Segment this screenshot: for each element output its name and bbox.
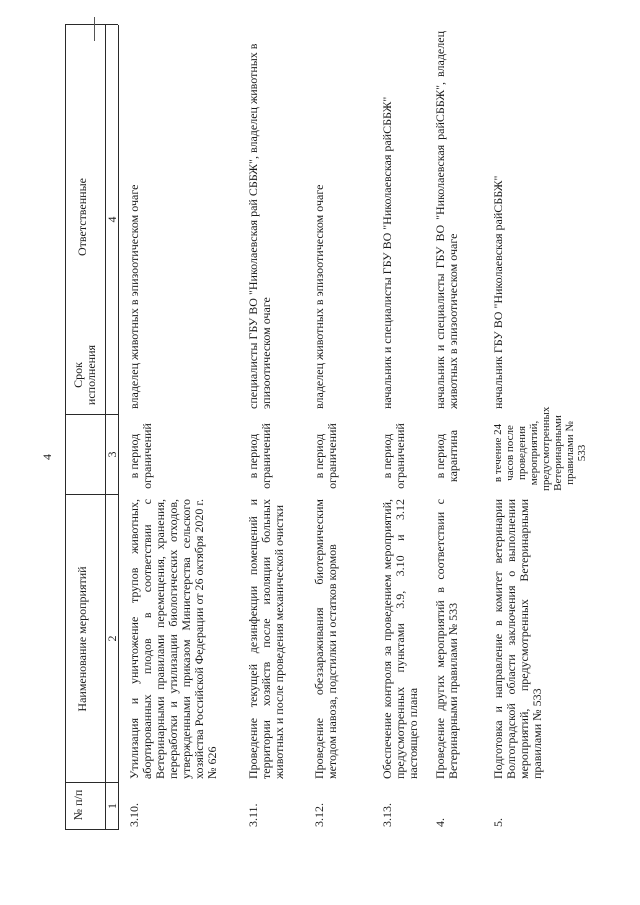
corner-mark [94, 17, 95, 41]
table-row-responsible: владелец животных в эпизоотическом очаге [312, 184, 326, 409]
table-row-term: в период карантина [433, 429, 460, 483]
table-row-term: в период ограничений [246, 423, 273, 489]
table-row-number: 3.10. [127, 803, 141, 827]
table-row-number: 5. [491, 818, 505, 827]
table-row-responsible: начальник ГБУ ВО "Николаевская райСББЖ" [491, 175, 505, 409]
table-row-name: Подготовка и направление в комитет ветеринарии Волгоградской области заключения о выполнении мероприятий, предусмотренных Ветеринарными правилами № 533 [491, 499, 544, 779]
table-row-name: Проведение обеззараживания биотермическим методом навоза, подстилки и остатков кормов [312, 499, 339, 779]
table-row-responsible: владелец животных в эпизоотическом очаге [127, 184, 141, 409]
table-row-responsible: начальник и специалисты ГБУ ВО "Николаевская райСББЖ" [380, 96, 394, 409]
header-name: Наименование мероприятий [75, 566, 89, 712]
table-row-number: 3.13. [380, 803, 394, 827]
table-row-term: в период ограничений [127, 423, 154, 489]
table-top-border [65, 25, 66, 830]
table-row-number: 3.11. [246, 803, 260, 827]
table-left-border [65, 829, 118, 830]
table-row-responsible: специалисты ГБУ ВО "Николаевская рай СББЖ", владелец животных в эпизоотическом очаге [246, 43, 273, 409]
col-number-3: 3 [105, 451, 119, 458]
col-number-1: 1 [105, 803, 119, 809]
table-row-name: Утилизация и уничтожение трупов животных, абортированных плодов в соответствии с Ветеринарными правилами перемещения, хранения, переработки и утилизации биологических отходов, утвержденными приказом Министерства сельского хозяйства Российской Федерации от 26 октября 2020 г. № 626 [127, 499, 219, 779]
table-row-name: Проведение других мероприятий в соответствии с Ветеринарными правилами № 533 [433, 499, 460, 779]
col-number-4: 4 [105, 216, 119, 223]
table-row-term: в течение 24 часов после проведения мероприятий, предусмотренных Ветеринарными правилами № 533 [492, 406, 588, 491]
table-row-responsible: начальник и специалисты ГБУ ВО "Николаевская райСББЖ", владелец животных в эпизоотическом очаге [433, 31, 460, 409]
header-resp: Ответственные [75, 178, 89, 256]
table-row-name: Проведение текущей дезинфекции помещений и территории хозяйств после изоляции больных животных и после проведения механической очистки [246, 499, 286, 779]
col-number-2: 2 [105, 635, 119, 642]
table-row-name: Обеспечение контроля за проведением мероприятий, предусмотренных пунктами 3.9, 3.10 и 3.12 настоящего плана [380, 499, 420, 779]
header-term: Срок исполнения [71, 344, 98, 406]
table-row-number: 4. [433, 818, 447, 827]
page-number: 4 [40, 454, 54, 460]
header-num: № п/п [71, 789, 85, 821]
table-row-term: в период ограничений [312, 423, 339, 489]
table-row-number: 3.12. [312, 803, 326, 827]
table-row-term: в период ограничений [380, 423, 407, 489]
